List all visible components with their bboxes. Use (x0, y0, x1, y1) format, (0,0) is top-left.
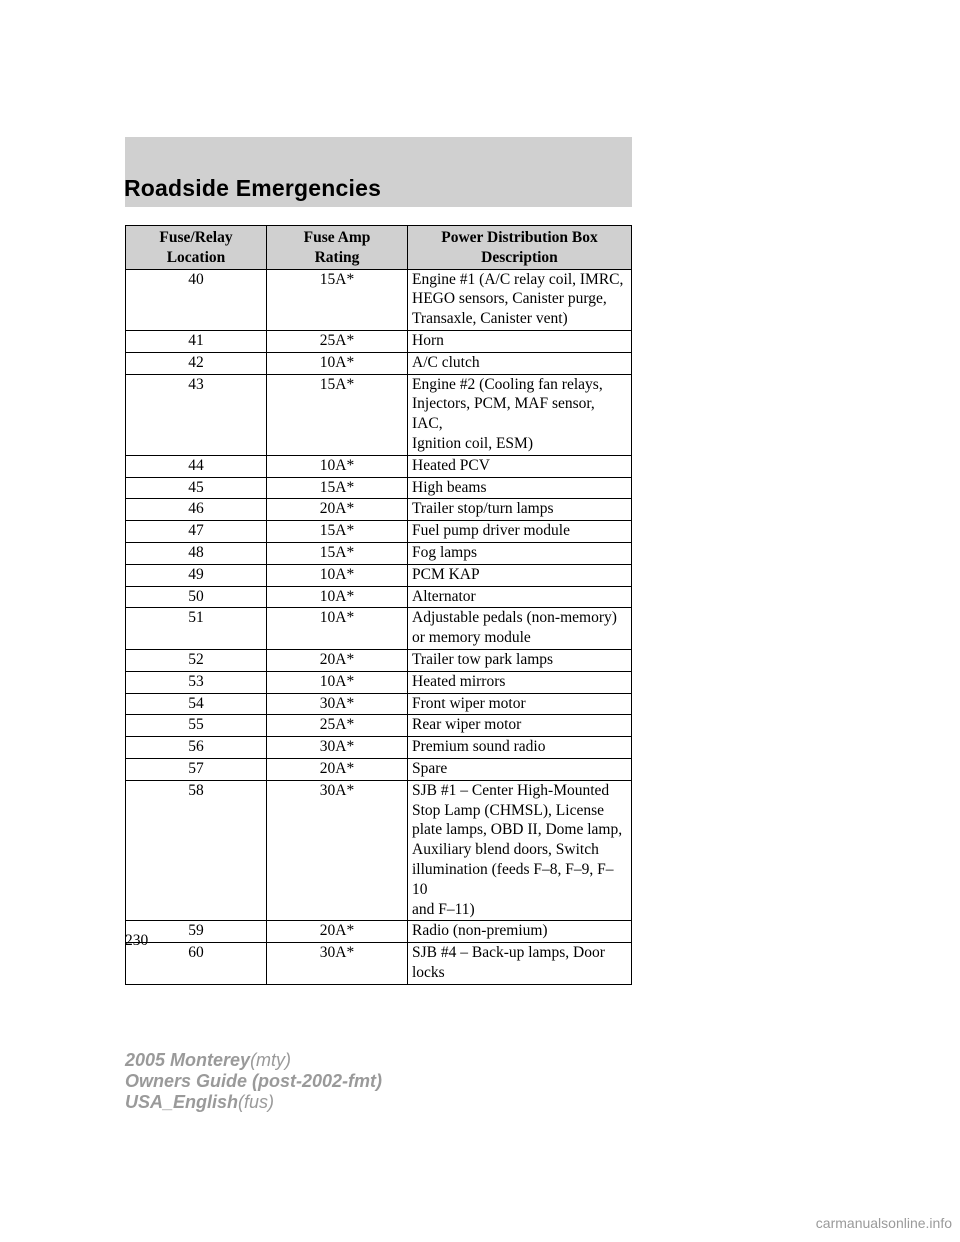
footer-line-3 (125, 1092, 382, 1113)
fuse-rating-cell: 10A* (267, 455, 408, 477)
fuse-location-cell: 47 (126, 521, 267, 543)
fuse-location-cell: 49 (126, 564, 267, 586)
fuse-rating-cell: 20A* (267, 921, 408, 943)
fuse-description-cell: High beams (408, 477, 632, 499)
fuse-location-cell: 56 (126, 737, 267, 759)
fuse-location-cell: 59 (126, 921, 267, 943)
fuse-rating-cell: 10A* (267, 671, 408, 693)
fuse-rating-cell: 15A* (267, 542, 408, 564)
fuse-location-cell: 40 (126, 269, 267, 330)
fuse-location-cell: 57 (126, 758, 267, 780)
table-row (126, 564, 632, 586)
table-row (126, 671, 632, 693)
fuse-description-cell: Rear wiper motor (408, 715, 632, 737)
fuse-rating-cell: 25A* (267, 715, 408, 737)
fuse-rating-cell: 15A* (267, 521, 408, 543)
table-row (126, 921, 632, 943)
fuse-location-cell: 52 (126, 649, 267, 671)
fuse-description-cell: Radio (non-premium) (408, 921, 632, 943)
fuse-description-cell: Engine #1 (A/C relay coil, IMRC, HEGO sensors, Canister purge, Transaxle, Canister vent) (408, 269, 632, 330)
table-row (126, 715, 632, 737)
table-row (126, 374, 632, 455)
fuse-rating-cell: 15A* (267, 269, 408, 330)
table-row (126, 499, 632, 521)
footer-language-code: (fus) (238, 1092, 275, 1112)
fuse-description-cell: Fog lamps (408, 542, 632, 564)
fuse-location-cell: 58 (126, 780, 267, 921)
watermark: carmanualsonline.info (815, 1215, 952, 1231)
fuse-rating-cell: 10A* (267, 608, 408, 650)
table-row (126, 542, 632, 564)
fuse-location-cell: 48 (126, 542, 267, 564)
fuse-description-cell: Spare (408, 758, 632, 780)
fuse-description-cell: Horn (408, 330, 632, 352)
fuse-description-cell: Front wiper motor (408, 693, 632, 715)
table-row (126, 477, 632, 499)
table-row (126, 693, 632, 715)
fuse-location-cell: 43 (126, 374, 267, 455)
table-row (126, 455, 632, 477)
fuse-description-cell: Heated mirrors (408, 671, 632, 693)
column-header-description: Power Distribution Box Description (408, 226, 632, 270)
table-row (126, 521, 632, 543)
table-row (126, 608, 632, 650)
fuse-rating-cell: 15A* (267, 374, 408, 455)
fuse-rating-cell: 20A* (267, 758, 408, 780)
footer-guide: Owners Guide (post-2002-fmt) (125, 1071, 383, 1091)
table-row (126, 586, 632, 608)
fuse-description-cell: Trailer tow park lamps (408, 649, 632, 671)
fuse-rating-cell: 10A* (267, 352, 408, 374)
fuse-description-cell: A/C clutch (408, 352, 632, 374)
table-row (126, 330, 632, 352)
table-row (126, 758, 632, 780)
fuse-rating-cell: 30A* (267, 693, 408, 715)
table-row (126, 269, 632, 330)
footer-model: 2005 Monterey (125, 1050, 251, 1070)
fuse-rating-cell: 10A* (267, 586, 408, 608)
fuse-rating-cell: 20A* (267, 649, 408, 671)
fuse-table (125, 225, 632, 985)
fuse-location-cell: 45 (126, 477, 267, 499)
fuse-description-cell: SJB #4 – Back-up lamps, Door locks (408, 943, 632, 985)
fuse-location-cell: 50 (126, 586, 267, 608)
fuse-description-cell: Adjustable pedals (non-memory) or memory module (408, 608, 632, 650)
fuse-location-cell: 53 (126, 671, 267, 693)
fuse-rating-cell: 20A* (267, 499, 408, 521)
column-header-location: Fuse/Relay Location (126, 226, 267, 270)
footer-line-2 (125, 1071, 382, 1092)
fuse-rating-cell: 10A* (267, 564, 408, 586)
footer-line-1 (125, 1050, 382, 1071)
fuse-location-cell: 42 (126, 352, 267, 374)
fuse-description-cell: Alternator (408, 586, 632, 608)
fuse-location-cell: 51 (126, 608, 267, 650)
fuse-location-cell: 60 (126, 943, 267, 985)
footer-model-code: (mty) (250, 1050, 292, 1070)
page-number: 230 (125, 932, 149, 949)
fuse-description-cell: Fuel pump driver module (408, 521, 632, 543)
fuse-rating-cell: 30A* (267, 943, 408, 985)
table-row (126, 352, 632, 374)
fuse-table-body (126, 269, 632, 984)
fuse-location-cell: 55 (126, 715, 267, 737)
fuse-location-cell: 44 (126, 455, 267, 477)
document-footer (125, 1050, 382, 1113)
fuse-location-cell: 54 (126, 693, 267, 715)
fuse-description-cell: Engine #2 (Cooling fan relays, Injectors, PCM, MAF sensor, IAC, Ignition coil, ESM) (408, 374, 632, 455)
fuse-rating-cell: 25A* (267, 330, 408, 352)
fuse-description-cell: Heated PCV (408, 455, 632, 477)
table-header-row (126, 226, 632, 270)
fuse-rating-cell: 15A* (267, 477, 408, 499)
fuse-rating-cell: 30A* (267, 737, 408, 759)
fuse-location-cell: 46 (126, 499, 267, 521)
fuse-description-cell: SJB #1 – Center High-Mounted Stop Lamp (CHMSL), License plate lamps, OBD II, Dome lamp, Auxiliary blend doors, Switch illumination (feeds F–8, F–9, F–10 and F–11) (408, 780, 632, 921)
footer-language: USA_English (125, 1092, 239, 1112)
fuse-location-cell: 41 (126, 330, 267, 352)
section-title: Roadside Emergencies (124, 175, 382, 201)
column-header-rating: Fuse Amp Rating (267, 226, 408, 270)
table-row (126, 943, 632, 985)
table-row (126, 649, 632, 671)
fuse-description-cell: PCM KAP (408, 564, 632, 586)
fuse-description-cell: Premium sound radio (408, 737, 632, 759)
fuse-description-cell: Trailer stop/turn lamps (408, 499, 632, 521)
fuse-rating-cell: 30A* (267, 780, 408, 921)
table-row (126, 780, 632, 921)
table-row (126, 737, 632, 759)
